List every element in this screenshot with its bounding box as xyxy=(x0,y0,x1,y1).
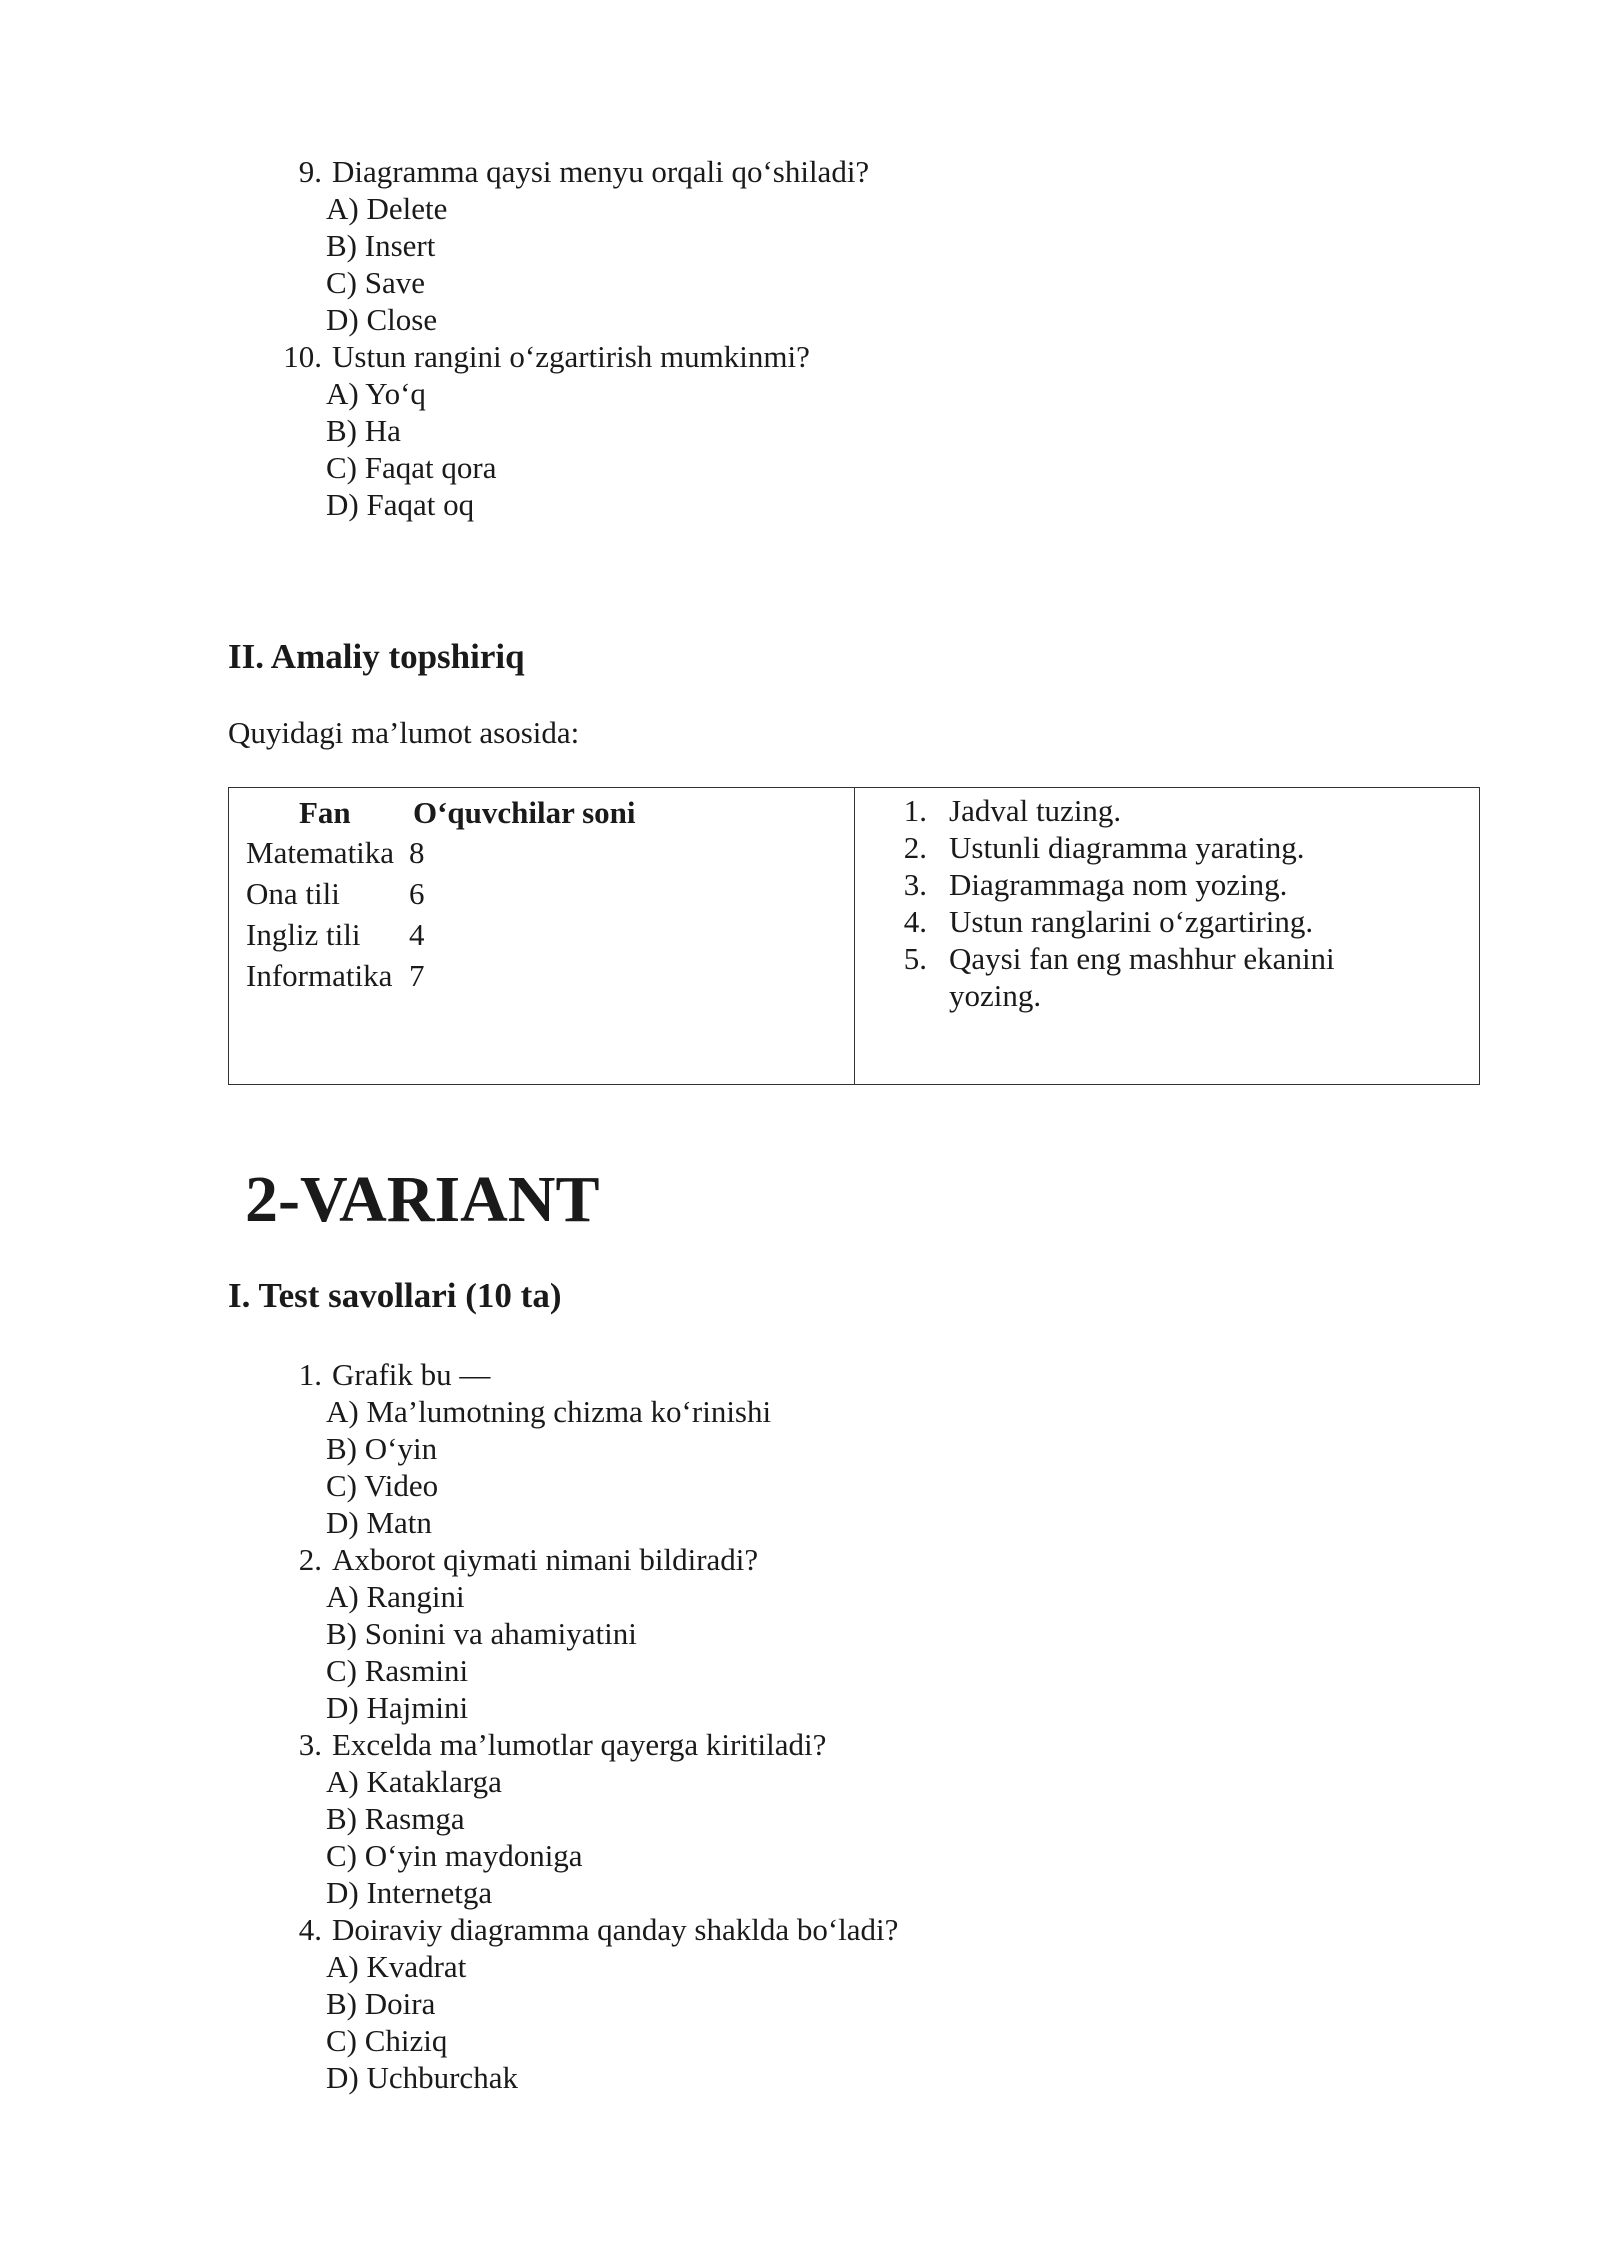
option: C) O‘yin maydoniga xyxy=(326,1838,583,1873)
subject-name: Matematika xyxy=(246,835,395,870)
option: C) Video xyxy=(326,1468,439,1503)
task-text: yozing. xyxy=(949,978,1042,1013)
question-1 xyxy=(274,1356,898,1541)
task-text: Diagrammaga nom yozing. xyxy=(949,867,1288,902)
task-number: 3. xyxy=(903,867,927,902)
option: C) Faqat qora xyxy=(326,450,497,485)
student-count: 4 xyxy=(409,917,425,952)
option: B) O‘yin xyxy=(326,1431,438,1466)
table-row xyxy=(246,957,425,994)
practical-table xyxy=(228,787,1480,1085)
option: C) Rasmini xyxy=(326,1653,469,1688)
option: D) Matn xyxy=(326,1505,432,1540)
option: D) Close xyxy=(326,302,438,337)
option: C) Save xyxy=(326,265,426,300)
option: D) Uchburchak xyxy=(326,2060,518,2095)
question-2 xyxy=(274,1541,898,1726)
question-text: Axborot qiymati nimani bildiradi? xyxy=(332,1542,759,1577)
option: B) Doira xyxy=(326,1986,436,2021)
question-text: Grafik bu — xyxy=(332,1357,491,1392)
table-header-count: O‘quvchilar soni xyxy=(413,795,636,830)
table-row xyxy=(246,916,425,953)
student-count: 7 xyxy=(409,958,425,993)
question-10 xyxy=(274,338,869,523)
practical-intro: Quyidagi ma’lumot asosida: xyxy=(228,715,580,750)
option: B) Rasmga xyxy=(326,1801,465,1836)
table-row xyxy=(246,834,425,871)
student-count: 8 xyxy=(409,835,425,870)
option: B) Insert xyxy=(326,228,436,263)
task-item xyxy=(897,866,1457,903)
question-number: 10. xyxy=(283,339,322,374)
question-9 xyxy=(274,153,869,338)
option: A) Kvadrat xyxy=(326,1949,467,1984)
task-item-continuation xyxy=(897,977,1457,1014)
task-list xyxy=(897,792,1457,1014)
question-number: 1. xyxy=(298,1357,322,1392)
task-item xyxy=(897,903,1457,940)
option: B) Sonini va ahamiyatini xyxy=(326,1616,637,1651)
subject-name: Ingliz tili xyxy=(246,917,361,952)
question-text: Doiraviy diagramma qanday shaklda bo‘ladi? xyxy=(332,1912,899,1947)
task-number: 1. xyxy=(903,793,927,828)
task-text: Ustunli diagramma yarating. xyxy=(949,830,1305,865)
question-number: 4. xyxy=(298,1912,322,1947)
task-text: Ustun ranglarini o‘zgartiring. xyxy=(949,904,1314,939)
question-3 xyxy=(274,1726,898,1911)
option: A) Ma’lumotning chizma ko‘rinishi xyxy=(326,1394,772,1429)
option: C) Chiziq xyxy=(326,2023,448,2058)
question-list-variant2 xyxy=(274,1356,898,2096)
task-text: Qaysi fan eng mashhur ekanini xyxy=(949,941,1335,976)
option: A) Rangini xyxy=(326,1579,465,1614)
question-text: Ustun rangini o‘zgartirish mumkinmi? xyxy=(332,339,810,374)
option: A) Delete xyxy=(326,191,448,226)
question-number: 2. xyxy=(298,1542,322,1577)
task-number: 2. xyxy=(903,830,927,865)
student-count: 6 xyxy=(409,876,425,911)
task-text: Jadval tuzing. xyxy=(949,793,1122,828)
question-4 xyxy=(274,1911,898,2096)
option: D) Faqat oq xyxy=(326,487,475,522)
subject-name: Ona tili xyxy=(246,876,340,911)
question-text: Excelda ma’lumotlar qayerga kiritiladi? xyxy=(332,1727,827,1762)
task-item xyxy=(897,940,1457,977)
question-number: 3. xyxy=(298,1727,322,1762)
data-table-cell xyxy=(229,788,855,1084)
question-list-part1 xyxy=(274,153,869,523)
task-number: 5. xyxy=(903,941,927,976)
task-number: 4. xyxy=(903,904,927,939)
option: A) Kataklarga xyxy=(326,1764,502,1799)
option: D) Internetga xyxy=(326,1875,493,1910)
table-row xyxy=(246,875,425,912)
variant-title: 2-VARIANT xyxy=(245,1163,600,1236)
option: A) Yo‘q xyxy=(326,376,426,411)
option: D) Hajmini xyxy=(326,1690,469,1725)
task-item xyxy=(897,829,1457,866)
practical-heading: II. Amaliy topshiriq xyxy=(228,637,525,676)
question-number: 9. xyxy=(298,154,322,189)
tasks-cell xyxy=(855,788,1479,1084)
subject-name: Informatika xyxy=(246,958,393,993)
task-item xyxy=(897,792,1457,829)
test-heading: I. Test savollari (10 ta) xyxy=(228,1276,562,1315)
table-header-subject: Fan xyxy=(299,795,351,830)
question-text: Diagramma qaysi menyu orqali qo‘shiladi? xyxy=(332,154,870,189)
option: B) Ha xyxy=(326,413,401,448)
